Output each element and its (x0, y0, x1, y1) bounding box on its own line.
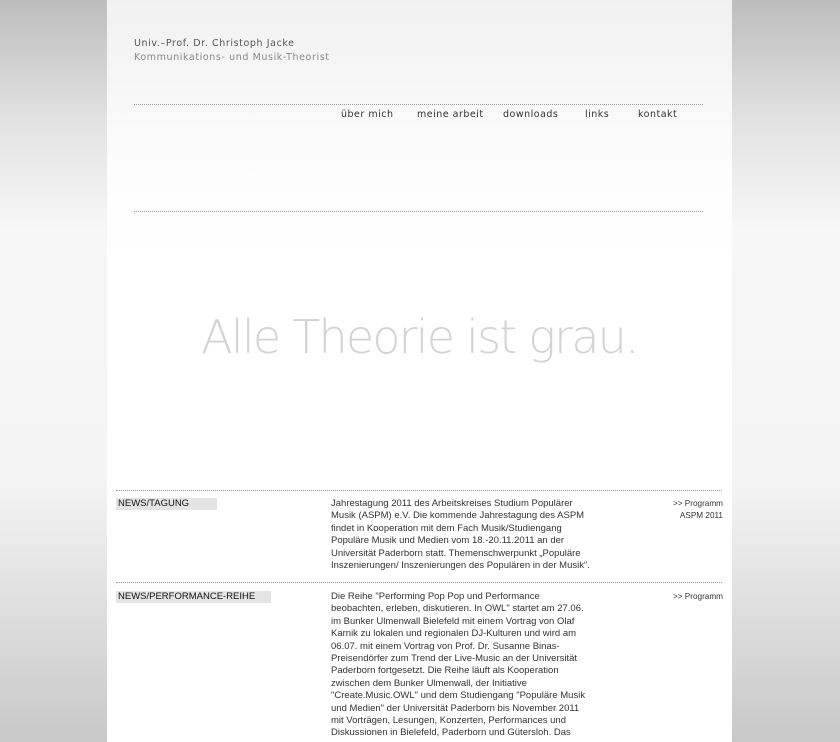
news-line: Populäre Musik und Medien vom 18.-20.11.2011 an der (331, 535, 565, 547)
nav-item-links[interactable]: links (585, 109, 610, 120)
nav-item-kontakt[interactable]: kontakt (638, 109, 678, 120)
nav-item-ueber-mich[interactable]: über mich (341, 109, 394, 120)
header-divider-bottom (134, 211, 703, 212)
news-line: Universität Paderborn statt. Themenschwerpunkt „Populäre (331, 547, 581, 559)
news-link-line[interactable]: ASPM 2011 (679, 511, 723, 520)
news-line: beobachten, erleben, diskutieren. In OWL" startet am 27.06. (331, 603, 584, 615)
news-line: Diskussionen in Bielefeld, Paderborn und Gütersloh. Das (331, 727, 571, 739)
news-divider (116, 490, 722, 491)
news-line: findet in Kooperation mit dem Fach Musik/Studiengang (331, 522, 562, 534)
news-line: Jahrestagung 2011 des Arbeitskreises Studium Populärer (331, 498, 573, 509)
news-line: Musik (ASPM) e.V. Die kommende Jahrestagung des ASPM (331, 510, 585, 522)
news-line: im Bunker Ulmenwall Bielefeld mit einem Vortrag von Olaf (331, 615, 575, 627)
news-program-link[interactable] (642, 591, 723, 603)
news-line: 06.07. mit einem Vortrag von Prof. Dr. Susanne Binas- (331, 640, 560, 652)
news-text (331, 591, 599, 740)
nav-item-downloads[interactable]: downloads (503, 109, 559, 120)
news-line: Preisendörfer zum Trend der Live-Music an der Universität (331, 653, 578, 665)
news-line: Die Reihe "Performing Pop Pop und Performance (331, 591, 540, 602)
news-link-line[interactable]: >> Programm (672, 499, 723, 508)
news-program-link[interactable] (642, 498, 723, 522)
news-line: und Medien" der Universität Paderborn bis November 2011 (331, 702, 580, 714)
nav-item-meine-arbeit[interactable]: meine arbeit (417, 109, 484, 120)
header-divider-top (134, 104, 703, 105)
main-nav (107, 109, 732, 123)
news-line: Inszenierungen/ Inszenierungen des Populären in der Musik“. (331, 560, 590, 572)
news-line: Karnik zu lokalen und regionalen DJ-Kulturen und wird am (331, 628, 577, 640)
news-line: Paderborn fortgesetzt. Die Reihe läuft als Kooperation (331, 665, 559, 677)
news-tag: NEWS/PERFORMANCE-REIHE (116, 591, 271, 603)
news-divider (116, 582, 722, 583)
site-subtitle: Kommunikations- und Musik-Theorist (134, 52, 330, 63)
page-container (107, 0, 732, 742)
news-link-line[interactable]: >> Programm (672, 592, 723, 601)
news-line: mit Vorträgen, Lesungen, Konzerten, Performances und (331, 715, 566, 727)
site-name: Univ.–Prof. Dr. Christoph Jacke (134, 38, 295, 49)
news-tag: NEWS/TAGUNG (116, 498, 217, 510)
news-text (331, 498, 599, 572)
hero-slogan: Alle Theorie ist grau. (201, 310, 638, 364)
news-line: zwischen dem Bunker Ulmenwall, der Initiative (331, 677, 527, 689)
news-line: "Create.Music.OWL" und dem Studiengang "Populäre Musik (331, 690, 586, 702)
